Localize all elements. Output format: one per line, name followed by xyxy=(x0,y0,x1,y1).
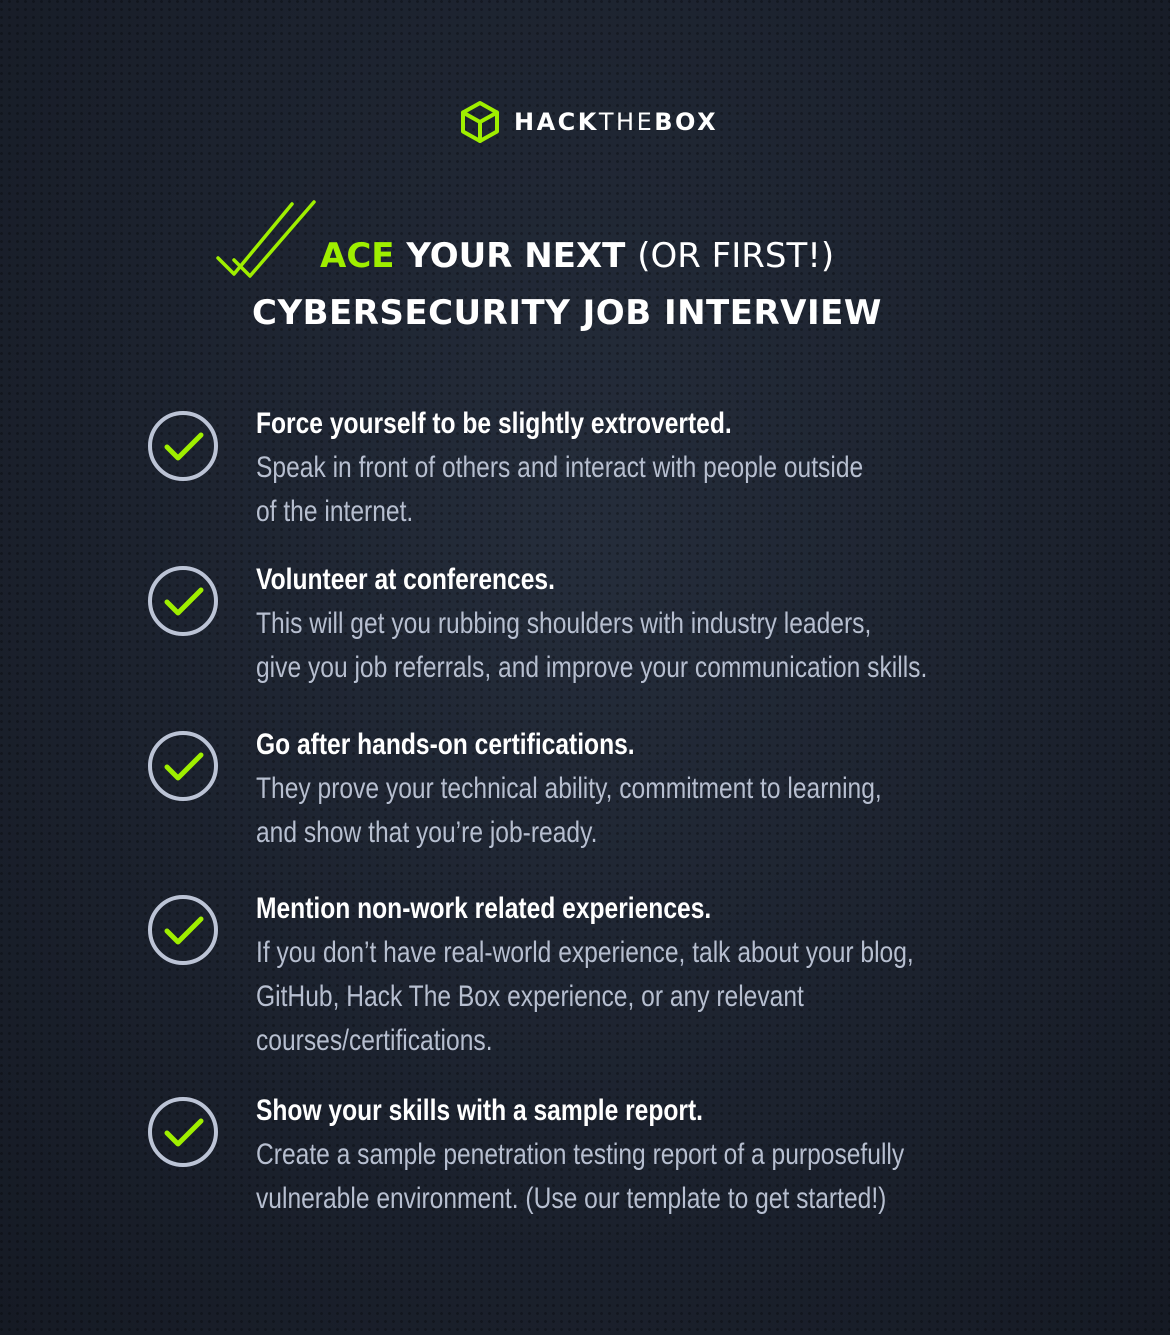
check-circle-icon xyxy=(146,564,220,638)
tip-body xyxy=(256,931,1092,1063)
brand-name-hack: HACK xyxy=(514,108,599,136)
check-circle-icon xyxy=(146,409,220,483)
double-check-icon xyxy=(214,200,318,280)
tip-body-line: give you job referrals, and improve your communication skills. xyxy=(256,651,928,684)
tip-heading: Show your skills with a sample report. xyxy=(256,1094,704,1127)
cube-logo-icon xyxy=(460,100,500,144)
tip-body-line: of the internet. xyxy=(256,495,414,528)
title-paren: (OR FIRST!) xyxy=(637,236,835,276)
tip-body-line: Speak in front of others and interact with people outside xyxy=(256,451,864,484)
page-title-line-1 xyxy=(320,236,834,276)
check-circle-icon xyxy=(146,729,220,803)
tip-body-line: GitHub, Hack The Box experience, or any relevant xyxy=(256,980,804,1013)
tip-body-line: If you don’t have real-world experience, talk about your blog, xyxy=(256,936,914,969)
tip-heading: Mention non-work related experiences. xyxy=(256,892,712,925)
check-circle-icon xyxy=(146,893,220,967)
tip-body xyxy=(256,602,1092,690)
tip-body-line: They prove your technical ability, commitment to learning, xyxy=(256,772,882,805)
tip-body-line: vulnerable environment. (Use our template to get started!) xyxy=(256,1182,887,1215)
tip-body xyxy=(256,1133,1092,1221)
tip-heading: Force yourself to be slightly extroverted. xyxy=(256,407,732,440)
brand-name xyxy=(514,108,718,136)
tip-body xyxy=(256,767,1092,855)
tip-body xyxy=(256,446,1092,534)
brand-name-box: BOX xyxy=(654,108,719,136)
page-title-line-2: CYBERSECURITY JOB INTERVIEW xyxy=(252,293,882,333)
brand-name-the: THE xyxy=(598,108,655,136)
brand-logo xyxy=(460,100,718,144)
tip-heading: Go after hands-on certifications. xyxy=(256,728,635,761)
tip-body-line: and show that you’re job-ready. xyxy=(256,816,598,849)
title-main: YOUR NEXT xyxy=(406,236,626,276)
tip-heading: Volunteer at conferences. xyxy=(256,563,555,596)
tip-body-line: This will get you rubbing shoulders with industry leaders, xyxy=(256,607,872,640)
title-accent: ACE xyxy=(320,236,395,276)
tip-body-line: courses/certifications. xyxy=(256,1024,493,1057)
check-circle-icon xyxy=(146,1095,220,1169)
tip-body-line: Create a sample penetration testing report of a purposefully xyxy=(256,1138,905,1171)
